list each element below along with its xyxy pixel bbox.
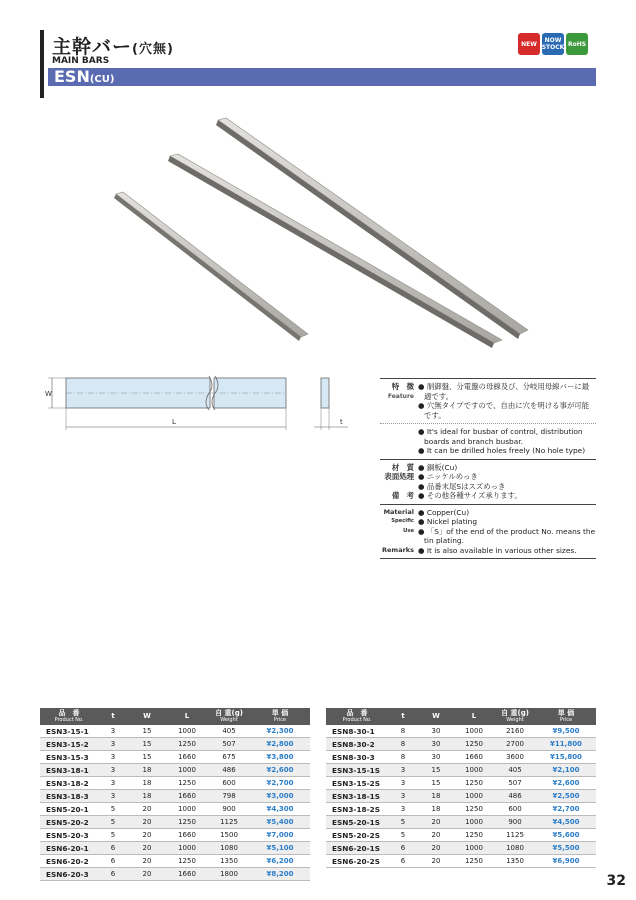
page-title: 主幹バー(穴無)	[52, 36, 174, 58]
cell-pn: ESN3-18-2S	[326, 803, 388, 816]
cell-wt: 405	[208, 725, 250, 738]
side-view	[321, 378, 329, 408]
cell-l: 1000	[166, 725, 208, 738]
cell-l: 1000	[454, 816, 494, 829]
cell-l: 1250	[454, 829, 494, 842]
cell-t: 8	[388, 751, 418, 764]
cell-t: 6	[98, 855, 128, 868]
cell-l: 1000	[454, 790, 494, 803]
cell-price: ¥4,500	[536, 816, 596, 829]
cell-pn: ESN5-20-3	[40, 829, 98, 842]
cell-pn: ESN3-15-1S	[326, 764, 388, 777]
table-header: 品 番 Product No. t W L 自 重(g) Weight 単 価 Price	[326, 708, 596, 725]
cell-t: 5	[98, 816, 128, 829]
cell-w: 15	[418, 764, 454, 777]
cell-w: 20	[128, 803, 166, 816]
cell-price: ¥3,000	[250, 790, 310, 803]
stock-badge: NOW STOCK	[542, 33, 564, 55]
cell-w: 30	[418, 751, 454, 764]
cell-pn: ESN3-15-1	[40, 725, 98, 738]
cell-t: 6	[388, 842, 418, 855]
cell-price: ¥4,300	[250, 803, 310, 816]
cell-t: 6	[98, 868, 128, 881]
cell-wt: 900	[208, 803, 250, 816]
dimension-w	[45, 378, 66, 408]
cell-price: ¥2,600	[536, 777, 596, 790]
table-row	[40, 829, 310, 842]
table-row	[40, 868, 310, 881]
dimension-l	[66, 408, 286, 430]
table-row	[326, 764, 596, 777]
cell-price: ¥6,900	[536, 855, 596, 868]
rohs-badge: RoHS	[566, 33, 588, 55]
cell-w: 18	[128, 790, 166, 803]
feature-table	[380, 378, 596, 559]
cell-pn: ESN5-20-2S	[326, 829, 388, 842]
cell-pn: ESN3-18-1	[40, 764, 98, 777]
cell-l: 1250	[454, 855, 494, 868]
cell-price: ¥15,800	[536, 751, 596, 764]
cell-l: 1000	[166, 764, 208, 777]
cell-l: 1250	[454, 777, 494, 790]
cell-l: 1660	[166, 790, 208, 803]
cell-t: 3	[98, 790, 128, 803]
front-view	[66, 376, 286, 410]
badge-group	[518, 33, 588, 55]
cell-w: 18	[418, 790, 454, 803]
cell-l: 1660	[166, 868, 208, 881]
cell-price: ¥2,300	[250, 725, 310, 738]
cell-pn: ESN6-20-2S	[326, 855, 388, 868]
cell-w: 15	[128, 738, 166, 751]
product-code-bar	[48, 68, 596, 86]
table-row	[40, 816, 310, 829]
dimension-drawing	[38, 370, 358, 440]
cell-wt: 1800	[208, 868, 250, 881]
cell-w: 20	[128, 868, 166, 881]
cell-t: 3	[98, 725, 128, 738]
cell-w: 18	[418, 803, 454, 816]
cell-t: 3	[388, 790, 418, 803]
cell-t: 5	[98, 803, 128, 816]
spec-rows-jp: 材 質 ● 銅板(Cu) 表面処理 ● ニッケルめっき ● 品番末尾Sはスズめっき 備 考 ● その他各種サイズ承ります。	[380, 459, 596, 504]
cell-price: ¥9,500	[536, 725, 596, 738]
cell-price: ¥11,800	[536, 738, 596, 751]
table-row	[40, 764, 310, 777]
cell-wt: 900	[494, 816, 536, 829]
cell-pn: ESN3-18-1S	[326, 790, 388, 803]
cell-pn: ESN3-18-3	[40, 790, 98, 803]
cell-pn: ESN8-30-2	[326, 738, 388, 751]
cell-l: 1000	[454, 842, 494, 855]
table-row	[40, 842, 310, 855]
table-row	[326, 829, 596, 842]
cell-w: 20	[128, 855, 166, 868]
cell-wt: 486	[208, 764, 250, 777]
cell-wt: 507	[494, 777, 536, 790]
feature-item: ● 制御盤、分電盤の母線及び、分岐用母線バーに最適です。	[418, 382, 590, 401]
cell-w: 20	[128, 816, 166, 829]
cell-w: 20	[418, 829, 454, 842]
cell-pn: ESN3-18-2	[40, 777, 98, 790]
cell-price: ¥5,600	[536, 829, 596, 842]
table-row	[40, 725, 310, 738]
table-row	[326, 777, 596, 790]
cell-price: ¥2,600	[250, 764, 310, 777]
cell-pn: ESN5-20-1	[40, 803, 98, 816]
title-accent-bar	[40, 30, 44, 98]
cell-price: ¥2,800	[250, 738, 310, 751]
table-header: 品 番 Product No. t W L 自 重(g) Weight 単 価 Price	[40, 708, 310, 725]
cell-pn: ESN3-15-2	[40, 738, 98, 751]
table-row	[40, 777, 310, 790]
cell-wt: 1125	[494, 829, 536, 842]
cell-wt: 1125	[208, 816, 250, 829]
cell-w: 15	[128, 725, 166, 738]
table-row	[326, 803, 596, 816]
cell-wt: 1350	[208, 855, 250, 868]
cell-pn: ESN5-20-2	[40, 816, 98, 829]
feature-row: 特 徴 Feature ● 制御盤、分電盤の母線及び、分岐用母線バーに最適です。 ● 穴無タイプですので、自由に穴を明ける事が可能です。	[380, 378, 596, 423]
table-row	[40, 790, 310, 803]
cell-wt: 3600	[494, 751, 536, 764]
cell-t: 6	[388, 855, 418, 868]
cell-w: 18	[128, 777, 166, 790]
cell-price: ¥5,400	[250, 816, 310, 829]
cell-l: 1250	[166, 777, 208, 790]
table-row	[40, 751, 310, 764]
table-row	[40, 738, 310, 751]
feature-item: ● It's ideal for busbar of control, distribution boards and branch busbar.	[418, 427, 583, 446]
cell-t: 3	[98, 751, 128, 764]
label-l: L	[172, 418, 176, 426]
cell-price: ¥6,200	[250, 855, 310, 868]
cell-w: 20	[128, 842, 166, 855]
cell-w: 30	[418, 725, 454, 738]
cell-t: 8	[388, 725, 418, 738]
cell-pn: ESN3-15-3	[40, 751, 98, 764]
page-number: 32	[606, 873, 626, 889]
cell-t: 3	[388, 803, 418, 816]
cell-wt: 600	[208, 777, 250, 790]
cell-l: 1660	[166, 829, 208, 842]
table-row	[40, 803, 310, 816]
table-row	[326, 816, 596, 829]
cell-pn: ESN6-20-2	[40, 855, 98, 868]
cell-t: 3	[98, 738, 128, 751]
cell-wt: 507	[208, 738, 250, 751]
cell-pn: ESN8-30-3	[326, 751, 388, 764]
cell-t: 8	[388, 738, 418, 751]
page-title-en: MAIN BARS	[52, 56, 110, 66]
cell-wt: 1080	[494, 842, 536, 855]
cell-price: ¥2,700	[536, 803, 596, 816]
cell-price: ¥2,100	[536, 764, 596, 777]
spec-rows-en: Material ● Copper(Cu) Specific Use ● Nickel plating ● 「S」of the end of the product No. means the tin plating. Remarks ● It is also available in various other sizes.	[380, 504, 596, 560]
cell-t: 5	[388, 829, 418, 842]
cell-w: 30	[418, 738, 454, 751]
label-t: t	[340, 418, 343, 426]
cell-l: 1660	[454, 751, 494, 764]
cell-l: 1660	[166, 751, 208, 764]
cell-w: 15	[128, 751, 166, 764]
label-w: W	[45, 390, 52, 398]
cell-t: 6	[98, 842, 128, 855]
cell-pn: ESN6-20-1S	[326, 842, 388, 855]
bar-medium	[168, 154, 502, 348]
cell-t: 3	[388, 764, 418, 777]
feature-item: ● 穴無タイプですので、自由に穴を明ける事が可能です。	[418, 401, 590, 420]
cell-price: ¥5,100	[250, 842, 310, 855]
cell-w: 20	[418, 842, 454, 855]
cell-l: 1000	[166, 842, 208, 855]
cell-wt: 2160	[494, 725, 536, 738]
cell-l: 1250	[166, 738, 208, 751]
cell-price: ¥2,500	[536, 790, 596, 803]
cell-pn: ESN6-20-1	[40, 842, 98, 855]
product-code: ESN(CU)	[54, 67, 115, 86]
cell-wt: 1350	[494, 855, 536, 868]
product-photo	[110, 110, 540, 350]
spec-table-right	[326, 708, 596, 868]
cell-price: ¥3,800	[250, 751, 310, 764]
cell-t: 5	[98, 829, 128, 842]
cell-l: 1000	[454, 725, 494, 738]
cell-wt: 798	[208, 790, 250, 803]
table-row	[326, 738, 596, 751]
cell-pn: ESN5-20-1S	[326, 816, 388, 829]
cell-w: 20	[418, 855, 454, 868]
feature-row-en	[380, 423, 596, 459]
dimension-t	[314, 408, 348, 430]
cell-pn: ESN6-20-3	[40, 868, 98, 881]
spec-table-left	[40, 708, 310, 881]
table-row	[326, 842, 596, 855]
table-row	[326, 725, 596, 738]
cell-wt: 486	[494, 790, 536, 803]
new-badge: NEW	[518, 33, 540, 55]
table-row	[40, 855, 310, 868]
cell-wt: 1500	[208, 829, 250, 842]
cell-price: ¥7,000	[250, 829, 310, 842]
cell-w: 20	[418, 816, 454, 829]
cell-price: ¥8,200	[250, 868, 310, 881]
cell-w: 15	[418, 777, 454, 790]
cell-price: ¥5,500	[536, 842, 596, 855]
cell-t: 5	[388, 816, 418, 829]
cell-l: 1250	[454, 803, 494, 816]
cell-l: 1250	[166, 816, 208, 829]
cell-t: 3	[98, 777, 128, 790]
cell-l: 1000	[454, 764, 494, 777]
cell-wt: 405	[494, 764, 536, 777]
cell-w: 18	[128, 764, 166, 777]
cell-l: 1000	[166, 803, 208, 816]
cell-l: 1250	[454, 738, 494, 751]
cell-wt: 1080	[208, 842, 250, 855]
table-row	[326, 790, 596, 803]
cell-wt: 2700	[494, 738, 536, 751]
table-row	[326, 855, 596, 868]
cell-t: 3	[98, 764, 128, 777]
cell-wt: 675	[208, 751, 250, 764]
cell-wt: 600	[494, 803, 536, 816]
feature-item: ● It can be drilled holes freely (No hole type)	[418, 446, 586, 455]
cell-price: ¥2,700	[250, 777, 310, 790]
cell-pn: ESN8-30-1	[326, 725, 388, 738]
cell-t: 3	[388, 777, 418, 790]
table-row	[326, 751, 596, 764]
cell-w: 20	[128, 829, 166, 842]
cell-l: 1250	[166, 855, 208, 868]
cell-pn: ESN3-15-2S	[326, 777, 388, 790]
